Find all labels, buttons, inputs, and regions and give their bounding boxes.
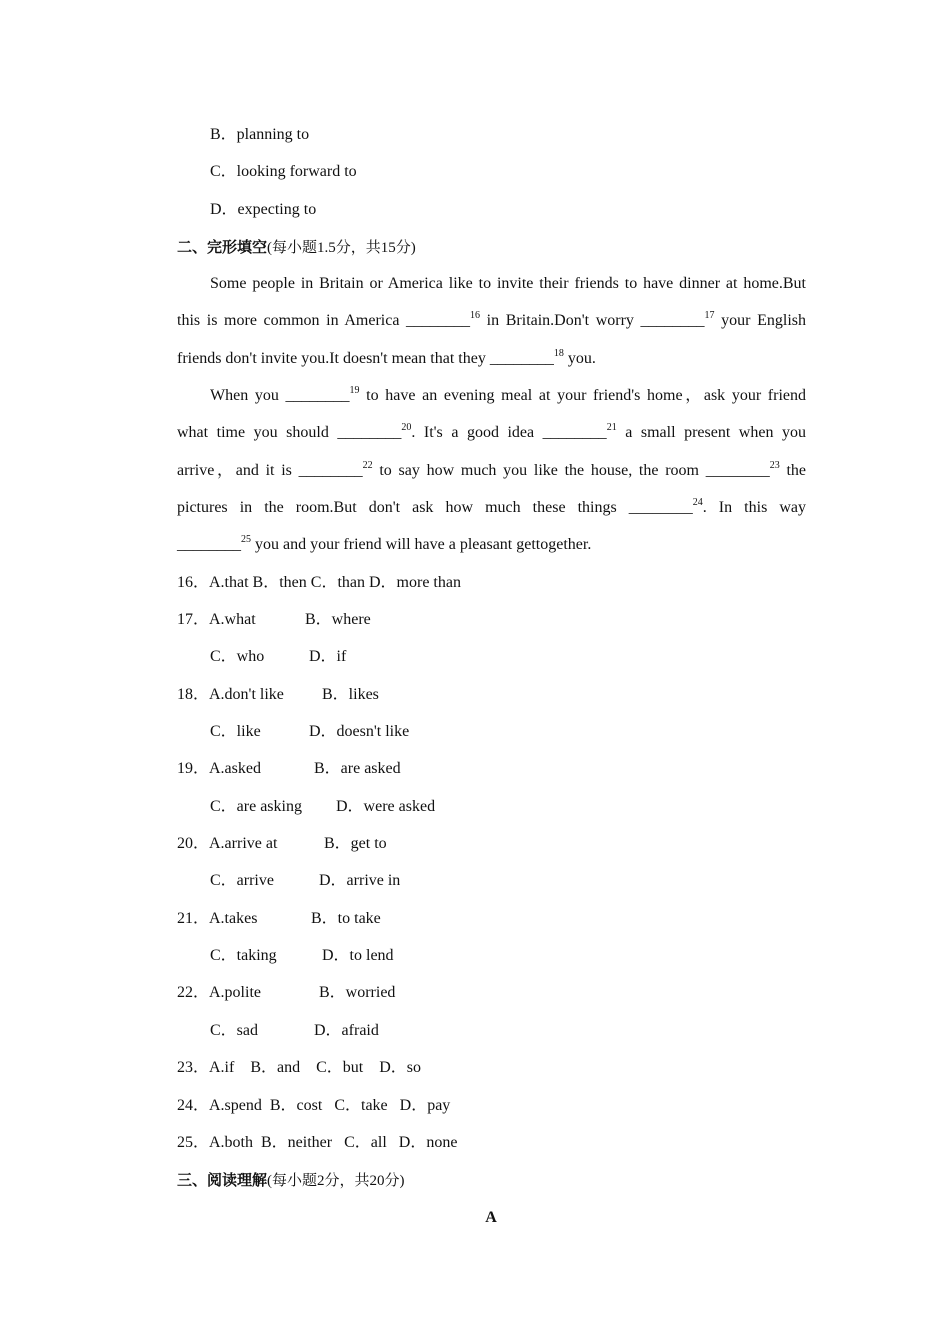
- blank-number-21: 21: [606, 422, 617, 433]
- blank-number-23: 23: [769, 460, 780, 471]
- question-22-b: B．worried: [319, 984, 396, 1001]
- passage-p2-line5: [177, 535, 806, 555]
- section-3-title: 三、阅读理解: [177, 1171, 268, 1189]
- passage-text: the: [779, 462, 806, 479]
- blank-number-16: 16: [470, 310, 481, 321]
- question-19-a: 19．A.asked: [177, 760, 261, 777]
- reading-passage-label: A: [485, 1209, 497, 1226]
- question-25: 25．A.both B．neither C．all D．none: [177, 1134, 458, 1151]
- passage-text: ________: [177, 536, 241, 553]
- question-21-b: B．to take: [311, 910, 381, 927]
- question-18-d: D．doesn't like: [309, 723, 410, 740]
- question-22-c: C．sad: [210, 1022, 259, 1039]
- question-17-d: D．if: [309, 648, 347, 665]
- question-22-d: D．afraid: [314, 1022, 379, 1039]
- passage-text: arrive，and it is ________: [177, 462, 363, 479]
- option-b-planning: B．planning to: [210, 126, 310, 143]
- section-2-title: 二、完形填空: [177, 238, 268, 256]
- question-21-a: 21．A.takes: [177, 910, 258, 927]
- passage-p2-line2: [177, 423, 806, 443]
- passage-p2-line1: [210, 386, 806, 406]
- question-18-a: 18．A.don't like: [177, 686, 284, 703]
- passage-p1-line1: Some people in Britain or America like to invite their friends to have dinner at home.But: [210, 275, 806, 292]
- passage-text: you and your friend will have a pleasant gettogether.: [251, 536, 592, 553]
- passage-text: friends don't invite you.It doesn't mean that they ________: [177, 350, 554, 367]
- passage-text: this is more common in America ________: [177, 312, 471, 329]
- passage-text: . In this way: [702, 499, 806, 516]
- question-21-d: D．to lend: [322, 947, 394, 964]
- question-18-b: B．likes: [322, 686, 379, 703]
- question-24: 24．A.spend B．cost C．take D．pay: [177, 1097, 451, 1114]
- blank-number-20: 20: [401, 422, 412, 433]
- question-23: 23．A.if B．and C．but D．so: [177, 1059, 422, 1076]
- passage-text: a small present when you: [616, 424, 806, 441]
- passage-text: your English: [714, 312, 806, 329]
- blank-number-25: 25: [241, 534, 251, 545]
- question-20-a: 20．A.arrive at: [177, 835, 278, 852]
- blank-number-18: 18: [553, 348, 564, 359]
- passage-text: to say how much you like the house, the room ________: [372, 462, 770, 479]
- blank-number-17: 17: [704, 310, 715, 321]
- section-2-note: (每小题1.5分，共15分): [267, 240, 416, 256]
- question-17-c: C．who: [210, 648, 265, 665]
- question-22-a: 22．A.polite: [177, 984, 261, 1001]
- passage-text: you.: [563, 350, 596, 367]
- blank-number-22: 22: [362, 460, 373, 471]
- blank-number-24: 24: [692, 497, 703, 508]
- section-3-heading: [177, 1170, 405, 1191]
- question-18-c: C．like: [210, 723, 261, 740]
- question-20-c: C．arrive: [210, 872, 274, 889]
- passage-p1-line3: [177, 349, 806, 369]
- passage-text: to have an evening meal at your friend's home，ask your friend: [359, 387, 806, 404]
- passage-text: pictures in the room.But don't ask how much these things ________: [177, 499, 693, 516]
- passage-text: in Britain.Don't worry ________: [480, 312, 705, 329]
- passage-p1-line2: [177, 311, 806, 331]
- question-19-c: C．are asking: [210, 798, 302, 815]
- question-20-d: D．arrive in: [319, 872, 401, 889]
- question-21-c: C．taking: [210, 947, 277, 964]
- option-c-looking-forward: C．looking forward to: [210, 163, 357, 180]
- section-2-heading: [177, 237, 416, 258]
- question-17-a: 17．A.what: [177, 611, 256, 628]
- question-20-b: B．get to: [324, 835, 387, 852]
- question-19-d: D．were asked: [336, 798, 436, 815]
- passage-p2-line4: [177, 498, 806, 518]
- question-19-b: B．are asked: [314, 760, 401, 777]
- blank-number-19: 19: [349, 385, 360, 396]
- passage-text: . It's a good idea ________: [411, 424, 607, 441]
- option-d-expecting: D．expecting to: [210, 201, 317, 218]
- passage-p2-line3: [177, 461, 806, 481]
- passage-text: what time you should ________: [177, 424, 402, 441]
- section-3-note: (每小题2分，共20分): [267, 1173, 405, 1189]
- passage-text: When you ________: [210, 387, 350, 404]
- question-17-b: B．where: [305, 611, 371, 628]
- question-16: 16．A.that B．then C．than D．more than: [177, 574, 461, 591]
